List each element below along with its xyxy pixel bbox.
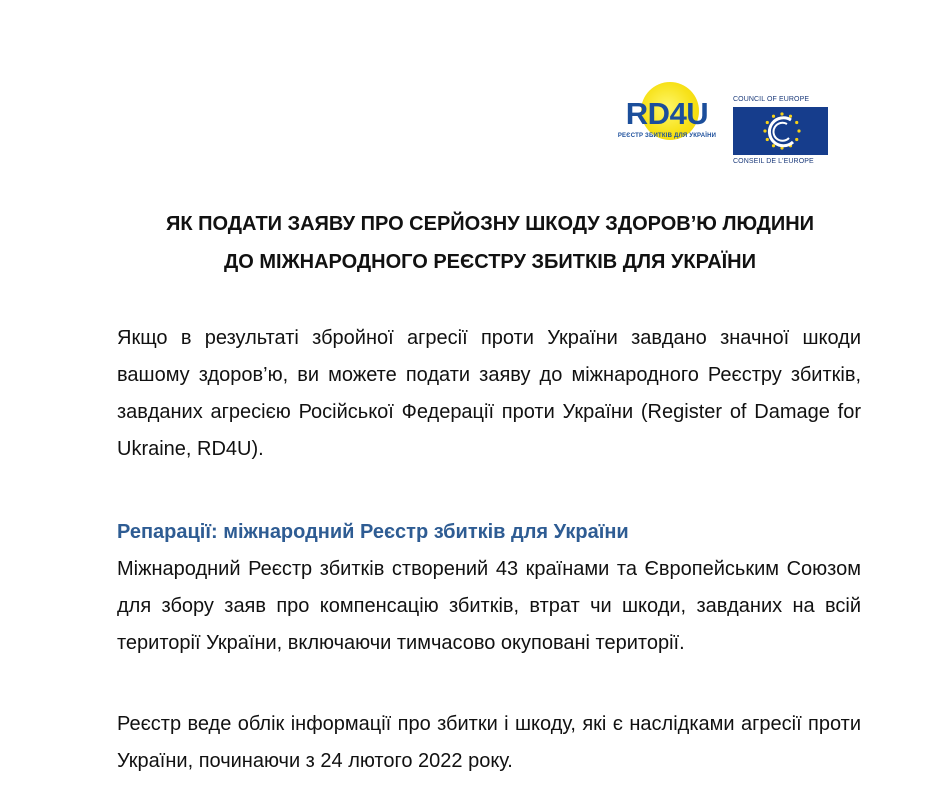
flag-star	[795, 121, 798, 124]
rd4u-logo-text: RD4U	[625, 96, 709, 131]
logos-block	[608, 68, 858, 194]
flag-star	[772, 144, 775, 147]
flag-star	[766, 121, 769, 124]
coe-logo-text-fr: CONSEIL DE L'EUROPE	[733, 158, 814, 165]
flag-star	[789, 115, 792, 118]
intro-paragraph: Якщо в результаті збройної агресії проти України завдано значної шкоди вашому здоров’ю, ви можете подати заяву до міжнародного Реєстру збитків, завданих агресією Російської Федерації проти України (Register of Damage for Ukraine, RD4U).	[117, 327, 861, 460]
coe-flag-icon	[733, 107, 828, 155]
council-of-europe-logo	[733, 96, 828, 166]
flag-star	[780, 112, 783, 115]
flag-star	[795, 138, 798, 141]
rd4u-logo-tagline: РЕЄСТР ЗБИТКІВ ДЛЯ УКРАЇНИ	[617, 133, 717, 139]
document-title-line-2: ДО МІЖНАРОДНОГО РЕЄСТРУ ЗБИТКІВ ДЛЯ УКРАЇНИ	[224, 251, 756, 273]
coe-logo-text-en: COUNCIL OF EUROPE	[733, 96, 810, 103]
rd4u-logo	[616, 82, 718, 152]
flag-star	[766, 138, 769, 141]
section-heading: Репарації: міжнародний Реєстр збитків для України	[117, 521, 629, 543]
flag-star	[763, 129, 766, 132]
flag-star	[797, 129, 800, 132]
section-paragraph-2: Реєстр веде облік інформації про збитки і шкоду, які є наслідками агресії проти України, починаючи з 24 лютого 2022 року.	[117, 713, 861, 772]
document-title-line-1: ЯК ПОДАТИ ЗАЯВУ ПРО СЕРЙОЗНУ ШКОДУ ЗДОРОВ’Ю ЛЮДИНИ	[165, 213, 815, 235]
section-paragraph-1: Міжнародний Реєстр збитків створений 43 країнами та Європейським Союзом для збору заяв про компенсацію збитків, втрат чи шкоди, завданих на всій території України, включаючи тимчасово окуповані території.	[117, 558, 861, 654]
flag-star	[772, 115, 775, 118]
